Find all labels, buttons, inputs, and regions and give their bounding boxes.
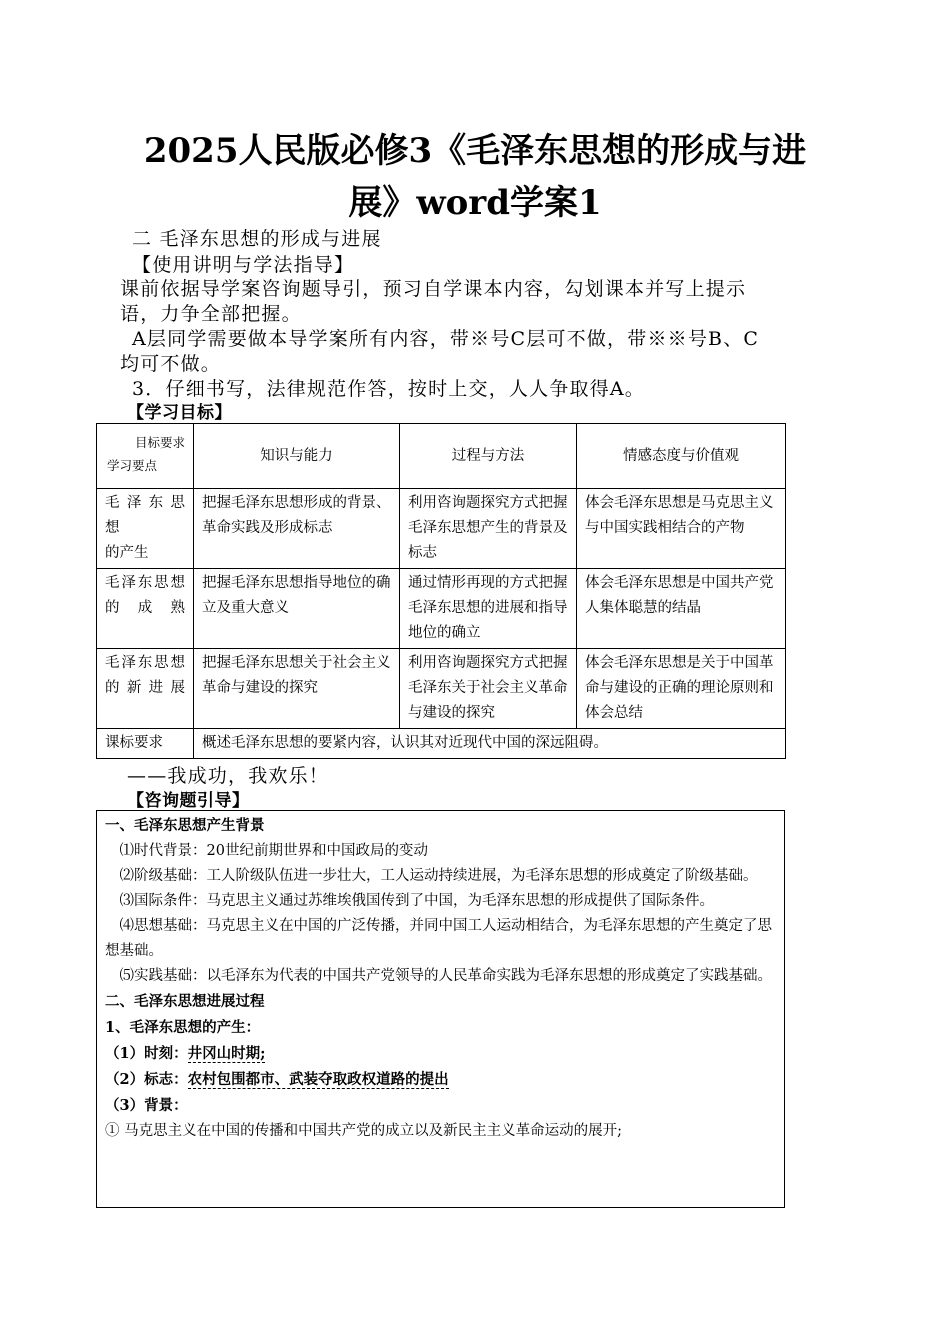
row-label: 毛泽东思想的成熟 [97, 569, 194, 649]
guide-item-background: （3）背景： [105, 1097, 188, 1114]
row-cell: 把握毛泽东思想形成的背景、革命实践及形成标志 [194, 489, 400, 569]
guide-paragraph: ⑵阶级基础：工人阶级队伍进一步壮大，工人运动持续进展，为毛泽东思想的形成奠定了阶级基础。 [119, 868, 758, 884]
table-row [97, 569, 786, 649]
guide-item-sign: （2）标志：农村包围都市、武装夺取政权道路的提出 [105, 1071, 449, 1088]
guide-item-time: （1）时刻：井冈山时期; [105, 1045, 266, 1062]
guide-paragraph: ⑷思想基础：马克思主义在中国的广泛传播，并同中国工人运动相结合，为毛泽东思想的产生奠定了思想基础。 [105, 918, 772, 959]
corner-label-top: 目标要求 [134, 435, 185, 450]
slogan: ——我成功，我欢乐！ [127, 765, 330, 787]
goals-heading: 【学习目标】 [127, 403, 232, 423]
row-cell: 把握毛泽东思想指导地位的确立及重大意义 [194, 569, 400, 649]
table-row [97, 649, 786, 729]
usage-paragraph-3: 3．仔细书写，法律规范作答，按时上交，人人争取得A。 [132, 378, 646, 400]
requirement-text: 概述毛泽东思想的要紧内容，认识其对近现代中国的深远阻碍。 [194, 729, 786, 759]
guide-heading: 【咨询题引导】 [127, 791, 250, 811]
usage-paragraph-2-line-1: A层同学需要做本导学案所有内容，带※号C层可不做，带※※号B、C [132, 328, 760, 350]
question-guide-box [96, 810, 785, 1208]
guide-paragraph: ⑸实践基础：以毛泽东为代表的中国共产党领导的人民革命实践为毛泽东思想的形成奠定了实践基础。 [119, 968, 772, 984]
row-cell: 利用咨询题探究方式把握毛泽东思想产生的背景及标志 [400, 489, 577, 569]
table-row [97, 729, 786, 759]
row-cell: 体会毛泽东思想是中国共产党人集体聪慧的结晶 [577, 569, 786, 649]
guide-heading-3: 1、毛泽东思想的产生： [105, 1019, 261, 1036]
document-title-line-2: 展》word学案1 [348, 183, 602, 223]
guide-paragraph: ⑶国际条件：马克思主义通过苏维埃俄国传到了中国，为毛泽东思想的形成提供了国际条件。 [119, 893, 714, 909]
row-cell: 把握毛泽东思想关于社会主义革命与建设的探究 [194, 649, 400, 729]
row-cell: 利用咨询题探究方式把握毛泽东关于社会主义革命与建设的探究 [400, 649, 577, 729]
row-label: 毛泽东思 想 的产生 [97, 489, 194, 569]
usage-heading: 【使用讲明与学法指导】 [132, 254, 355, 276]
column-header-attitude: 情感态度与价值观 [577, 424, 786, 489]
document-title-line-1: 2025人民版必修3《毛泽东思想的形成与进 [143, 131, 807, 171]
guide-heading-1: 一、毛泽东思想产生背景 [105, 817, 265, 834]
table-corner-cell [97, 424, 194, 489]
corner-label-bottom: 学习要点 [107, 458, 158, 473]
row-label: 毛泽东思想的新进展 [97, 649, 194, 729]
table-row [97, 489, 786, 569]
usage-paragraph-1-line-1: 课前依据导学案咨询题导引，预习自学课本内容，勾划课本并写上提示 [120, 278, 747, 300]
requirement-label: 课标要求 [97, 729, 194, 759]
learning-goals-table [96, 423, 786, 759]
guide-heading-2: 二、毛泽东思想进展过程 [105, 993, 265, 1010]
section-title: 二 毛泽东思想的形成与进展 [132, 228, 382, 250]
guide-item-background-1: ① 马克思主义在中国的传播和中国共产党的成立以及新民主主义革命运动的展开; [105, 1123, 622, 1139]
column-header-process: 过程与方法 [400, 424, 577, 489]
column-header-knowledge: 知识与能力 [194, 424, 400, 489]
row-cell: 体会毛泽东思想是关于中国革命与建设的正确的理论原则和体会总结 [577, 649, 786, 729]
usage-paragraph-1-line-2: 语，力争全部把握。 [120, 303, 302, 325]
row-cell: 通过情形再现的方式把握毛泽东思想的进展和指导地位的确立 [400, 569, 577, 649]
row-cell: 体会毛泽东思想是马克思主义与中国实践相结合的产物 [577, 489, 786, 569]
guide-paragraph: ⑴时代背景：20世纪前期世界和中国政局的变动 [119, 843, 428, 859]
usage-paragraph-2-line-2: 均可不做。 [120, 353, 222, 375]
table-header-row [97, 424, 786, 489]
